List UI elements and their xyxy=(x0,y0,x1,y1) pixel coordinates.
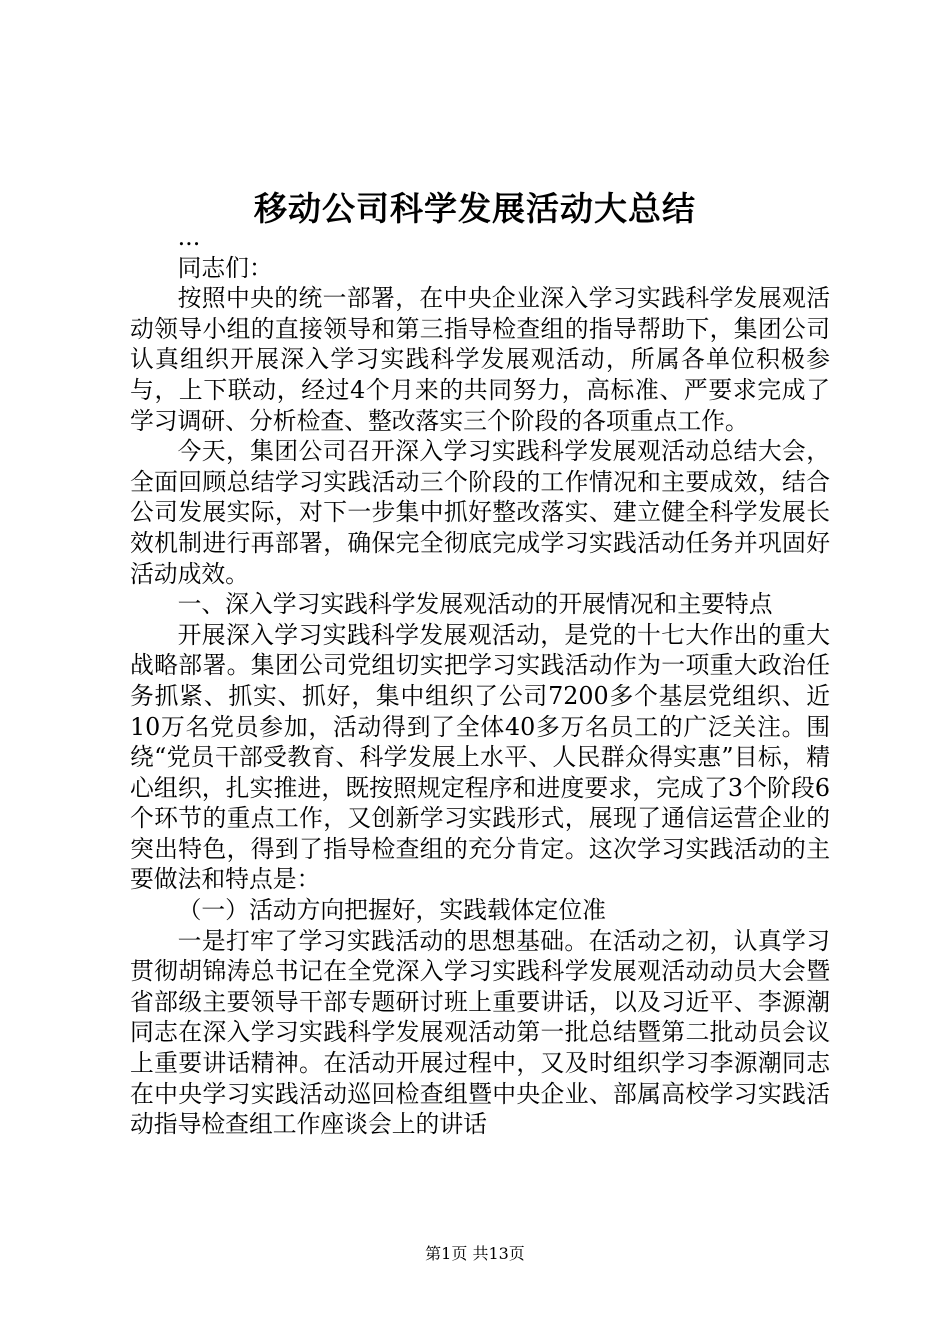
document-body xyxy=(130,222,830,1140)
section-heading: 一、深入学习实践科学发展观活动的开展情况和主要特点 xyxy=(177,590,773,619)
subsection-heading: （一）活动方向把握好，实践载体定位准 xyxy=(177,896,606,925)
paragraph: 今天，集团公司召开深入学习实践科学发展观活动总结大会，全面回顾总结学习实践活动三个阶段的工作情况和主要成效，结合公司发展实际，对下一步集中抓好整改落实、建立健全科学发展长效机制进行再部署，确保完全彻底完成学习实践活动任务并巩固好活动成效。 xyxy=(130,437,830,588)
ellipsis-line: ... xyxy=(177,223,201,251)
paragraph: 按照中央的统一部署，在中央企业深入学习实践科学发展观活动领导小组的直接领导和第三指导检查组的指导帮助下，集团公司认真组织开展深入学习实践科学发展观活动，所属各单位积极参与，上下联动，经过4个月来的共同努力，高标准、严要求完成了学习调研、分析检查、整改落实三个阶段的各项重点工作。 xyxy=(130,284,830,435)
page-number-footer: 第1页 共13页 xyxy=(425,1244,525,1263)
salutation: 同志们： xyxy=(177,253,273,282)
paragraph: 开展深入学习实践科学发展观活动，是党的十七大作出的重大战略部署。集团公司党组切实把学习实践活动作为一项重大政治任务抓紧、抓实、抓好，集中组织了公司7200多个基层党组织、近10万名党员参加，活动得到了全体40多万名员工的广泛关注。围绕“党员干部受教育、科学发展上水平、人民群众得实惠”目标，精心组织，扎实推进，既按照规定程序和进度要求，完成了3个阶段6个环节的重点工作，又创新学习实践形式，展现了通信运营企业的突出特色，得到了指导检查组的充分肯定。这次学习实践活动的主要做法和特点是： xyxy=(130,620,830,894)
document-title: 移动公司科学发展活动大总结 xyxy=(254,189,696,228)
paragraph: 一是打牢了学习实践活动的思想基础。在活动之初，认真学习贯彻胡锦涛总书记在全党深入学习实践科学发展观活动动员大会暨省部级主要领导干部专题研讨班上重要讲话，以及习近平、李源潮同志在深入学习实践科学发展观活动第一批总结暨第二批动员会议上重要讲话精神。在活动开展过程中，又及时组织学习李源潮同志在中央学习实践活动巡回检查组暨中央企业、部属高校学习实践活动指导检查组工作座谈会上的讲话 xyxy=(130,926,830,1139)
